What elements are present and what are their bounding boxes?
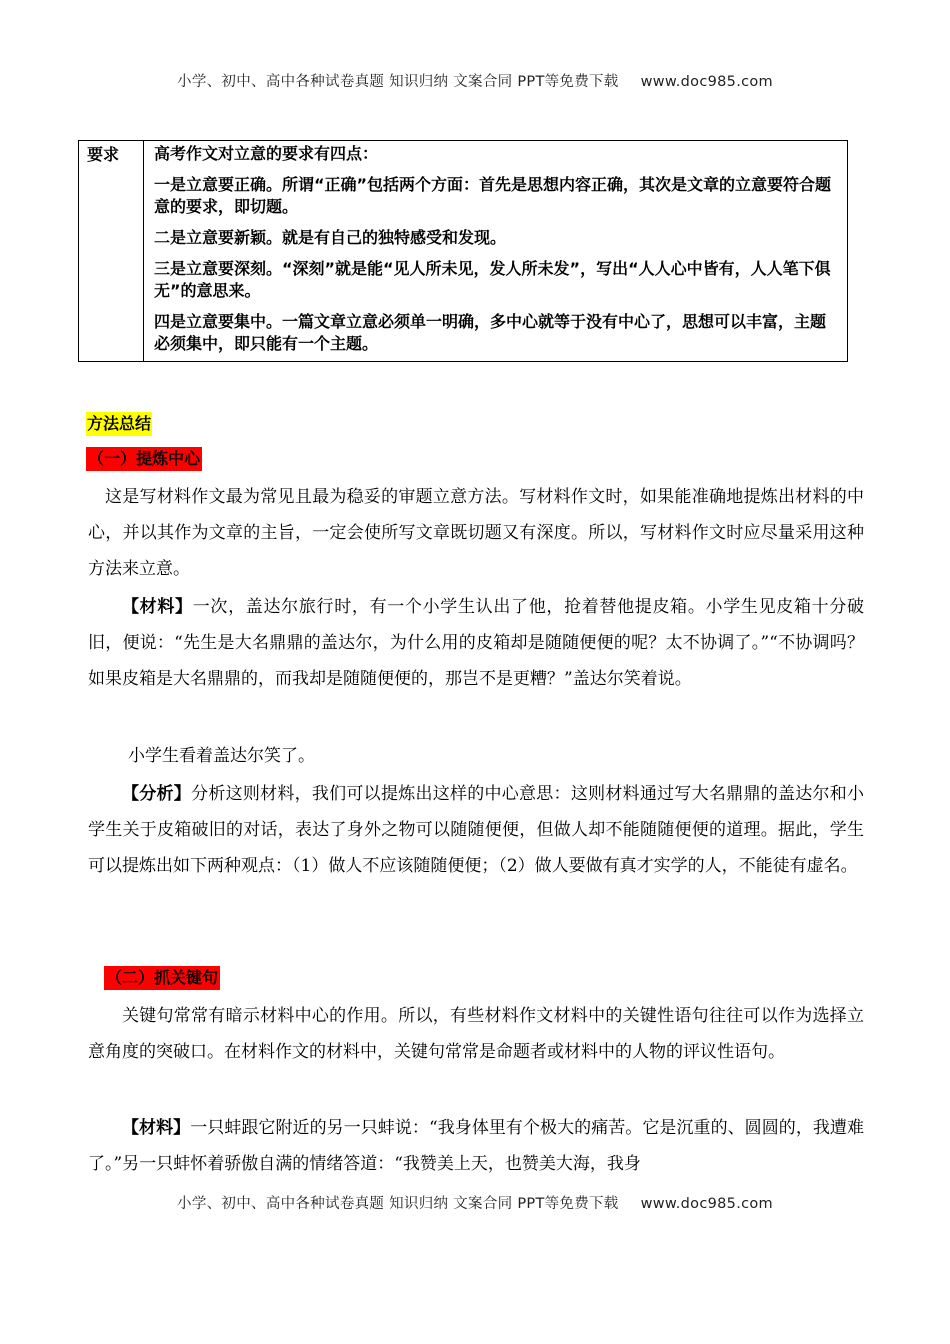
footer-text: 小学、初中、高中各种试卷真题 知识归纳 文案合同 PPT等免费下载 — [177, 1196, 619, 1212]
section1-material — [88, 589, 864, 697]
section1-heading: （一）提炼中心 — [86, 447, 202, 471]
page-header — [0, 70, 950, 91]
section2-intro: 关键句常常有暗示材料中心的作用。所以，有些材料作文材料中的关键性语句往往可以作为选择立意角度的突破口。在材料作文的材料中，关键句常常是命题者或材料中的人物的评议性语句。 — [88, 1006, 864, 1062]
section1-analysis — [88, 776, 864, 884]
requirement-line: 一是立意要正确。所谓“正确”包括两个方面：首先是思想内容正确，其次是文章的立意要符合题意的要求，即切题。 — [154, 175, 832, 216]
page-footer — [0, 1192, 950, 1213]
material-label: 【材料】 — [122, 1118, 191, 1138]
requirement-line: 二是立意要新颖。就是有自己的独特感受和发现。 — [154, 228, 507, 247]
requirements-table — [78, 140, 848, 362]
method-summary-heading: 方法总结 — [86, 412, 152, 436]
section2-heading: （二）抓关键句 — [104, 966, 220, 990]
requirement-line: 三是立意要深刻。“深刻”就是能“见人所未见，发人所未发”，写出“人人心中皆有，人人笔下俱无”的意思来。 — [154, 259, 831, 300]
section1-intro: 这是写材料作文最为常见且最为稳妥的审题立意方法。写材料作文时，如果能准确地提炼出材料的中心，并以其作为文章的主旨，一定会使所写文章既切题又有深度。所以，写材料作文时应尽量采用这种方法来立意。 — [88, 487, 864, 579]
section2-material — [88, 1110, 864, 1182]
analysis-label: 【分析】 — [122, 784, 192, 804]
requirements-content — [144, 141, 848, 362]
footer-url-link[interactable]: www.doc985.com — [640, 1196, 773, 1212]
requirements-label: 要求 — [79, 141, 144, 362]
header-text: 小学、初中、高中各种试卷真题 知识归纳 文案合同 PPT等免费下载 — [177, 74, 619, 90]
material-text: 一只蚌跟它附近的另一只蚌说：“我身体里有个极大的痛苦。它是沉重的、圆圆的，我遭难了。”另一只蚌怀着骄傲自满的情绪答道：“我赞美上天，也赞美大海，我身 — [88, 1118, 864, 1174]
material-label: 【材料】 — [122, 597, 193, 617]
requirement-line: 四是立意要集中。一篇文章立意必须单一明确，多中心就等于没有中心了，思想可以丰富，主题必须集中，即只能有一个主题。 — [154, 312, 827, 353]
material-text: 一次，盖达尔旅行时，有一个小学生认出了他，抢着替他提皮箱。小学生见皮箱十分破旧，便说：“先生是大名鼎鼎的盖达尔，为什么用的皮箱却是随随便便的呢？太不协调了。”“不协调吗？如果皮箱是大名鼎鼎的，而我却是随随便便的，那岂不是更糟？”盖达尔笑着说。 — [88, 597, 865, 689]
section1-material-end: 小学生看着盖达尔笑了。 — [128, 746, 315, 766]
requirement-line: 高考作文对立意的要求有四点： — [154, 144, 379, 163]
header-url-link[interactable]: www.doc985.com — [640, 74, 773, 90]
analysis-text: 分析这则材料，我们可以提炼出这样的中心意思：这则材料通过写大名鼎鼎的盖达尔和小学生关于皮箱破旧的对话，表达了身外之物可以随随便便，但做人却不能随随便便的道理。据此，学生可以提炼出如下两种观点：（1）做人不应该随随便便；（2）做人要做有真才实学的人，不能徒有虚名。 — [88, 784, 865, 876]
